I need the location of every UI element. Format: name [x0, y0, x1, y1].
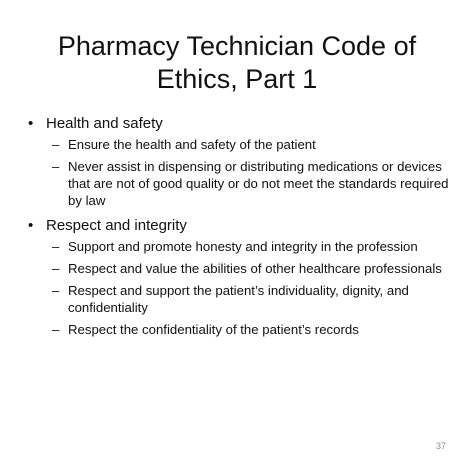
bullet-list: [22, 114, 452, 345]
list-item-text: Respect and support the patient’s individuality, dignity, and confidentiality: [68, 283, 409, 315]
list-item-text: Support and promote honesty and integrity in the profession: [68, 239, 418, 254]
dash-icon: –: [52, 159, 60, 174]
list-item-text: Respect the confidentiality of the patient’s records: [68, 322, 359, 337]
bullet-icon: •: [28, 217, 34, 234]
list-item-text: Respect and value the abilities of other healthcare professionals: [68, 261, 442, 276]
slide-title-line-2: Ethics, Part 1: [156, 64, 318, 94]
list-item: [46, 282, 452, 316]
sub-list: [46, 238, 452, 338]
section-respect-and-integrity: [22, 216, 452, 338]
section-heading: Health and safety: [46, 115, 163, 132]
list-item: [46, 238, 452, 255]
bullet-icon: •: [28, 115, 34, 132]
sub-list: [46, 136, 452, 209]
dash-icon: –: [52, 239, 60, 254]
list-item: [46, 158, 452, 209]
dash-icon: –: [52, 137, 60, 152]
dash-icon: –: [52, 283, 60, 298]
section-heading: Respect and integrity: [46, 217, 187, 234]
slide-title-line-1: Pharmacy Technician Code of: [57, 31, 417, 61]
list-item: [46, 260, 452, 277]
page-number: 37: [435, 441, 446, 451]
dash-icon: –: [52, 322, 60, 337]
dash-icon: –: [52, 261, 60, 276]
list-item-text: Never assist in dispensing or distributing medications or devices that are not of good quality or do not meet the standards required by law: [68, 159, 449, 208]
list-item-text: Ensure the health and safety of the patient: [68, 137, 316, 152]
slide-title: [40, 30, 434, 96]
list-item: [46, 321, 452, 338]
list-item: [46, 136, 452, 153]
section-health-and-safety: [22, 114, 452, 209]
